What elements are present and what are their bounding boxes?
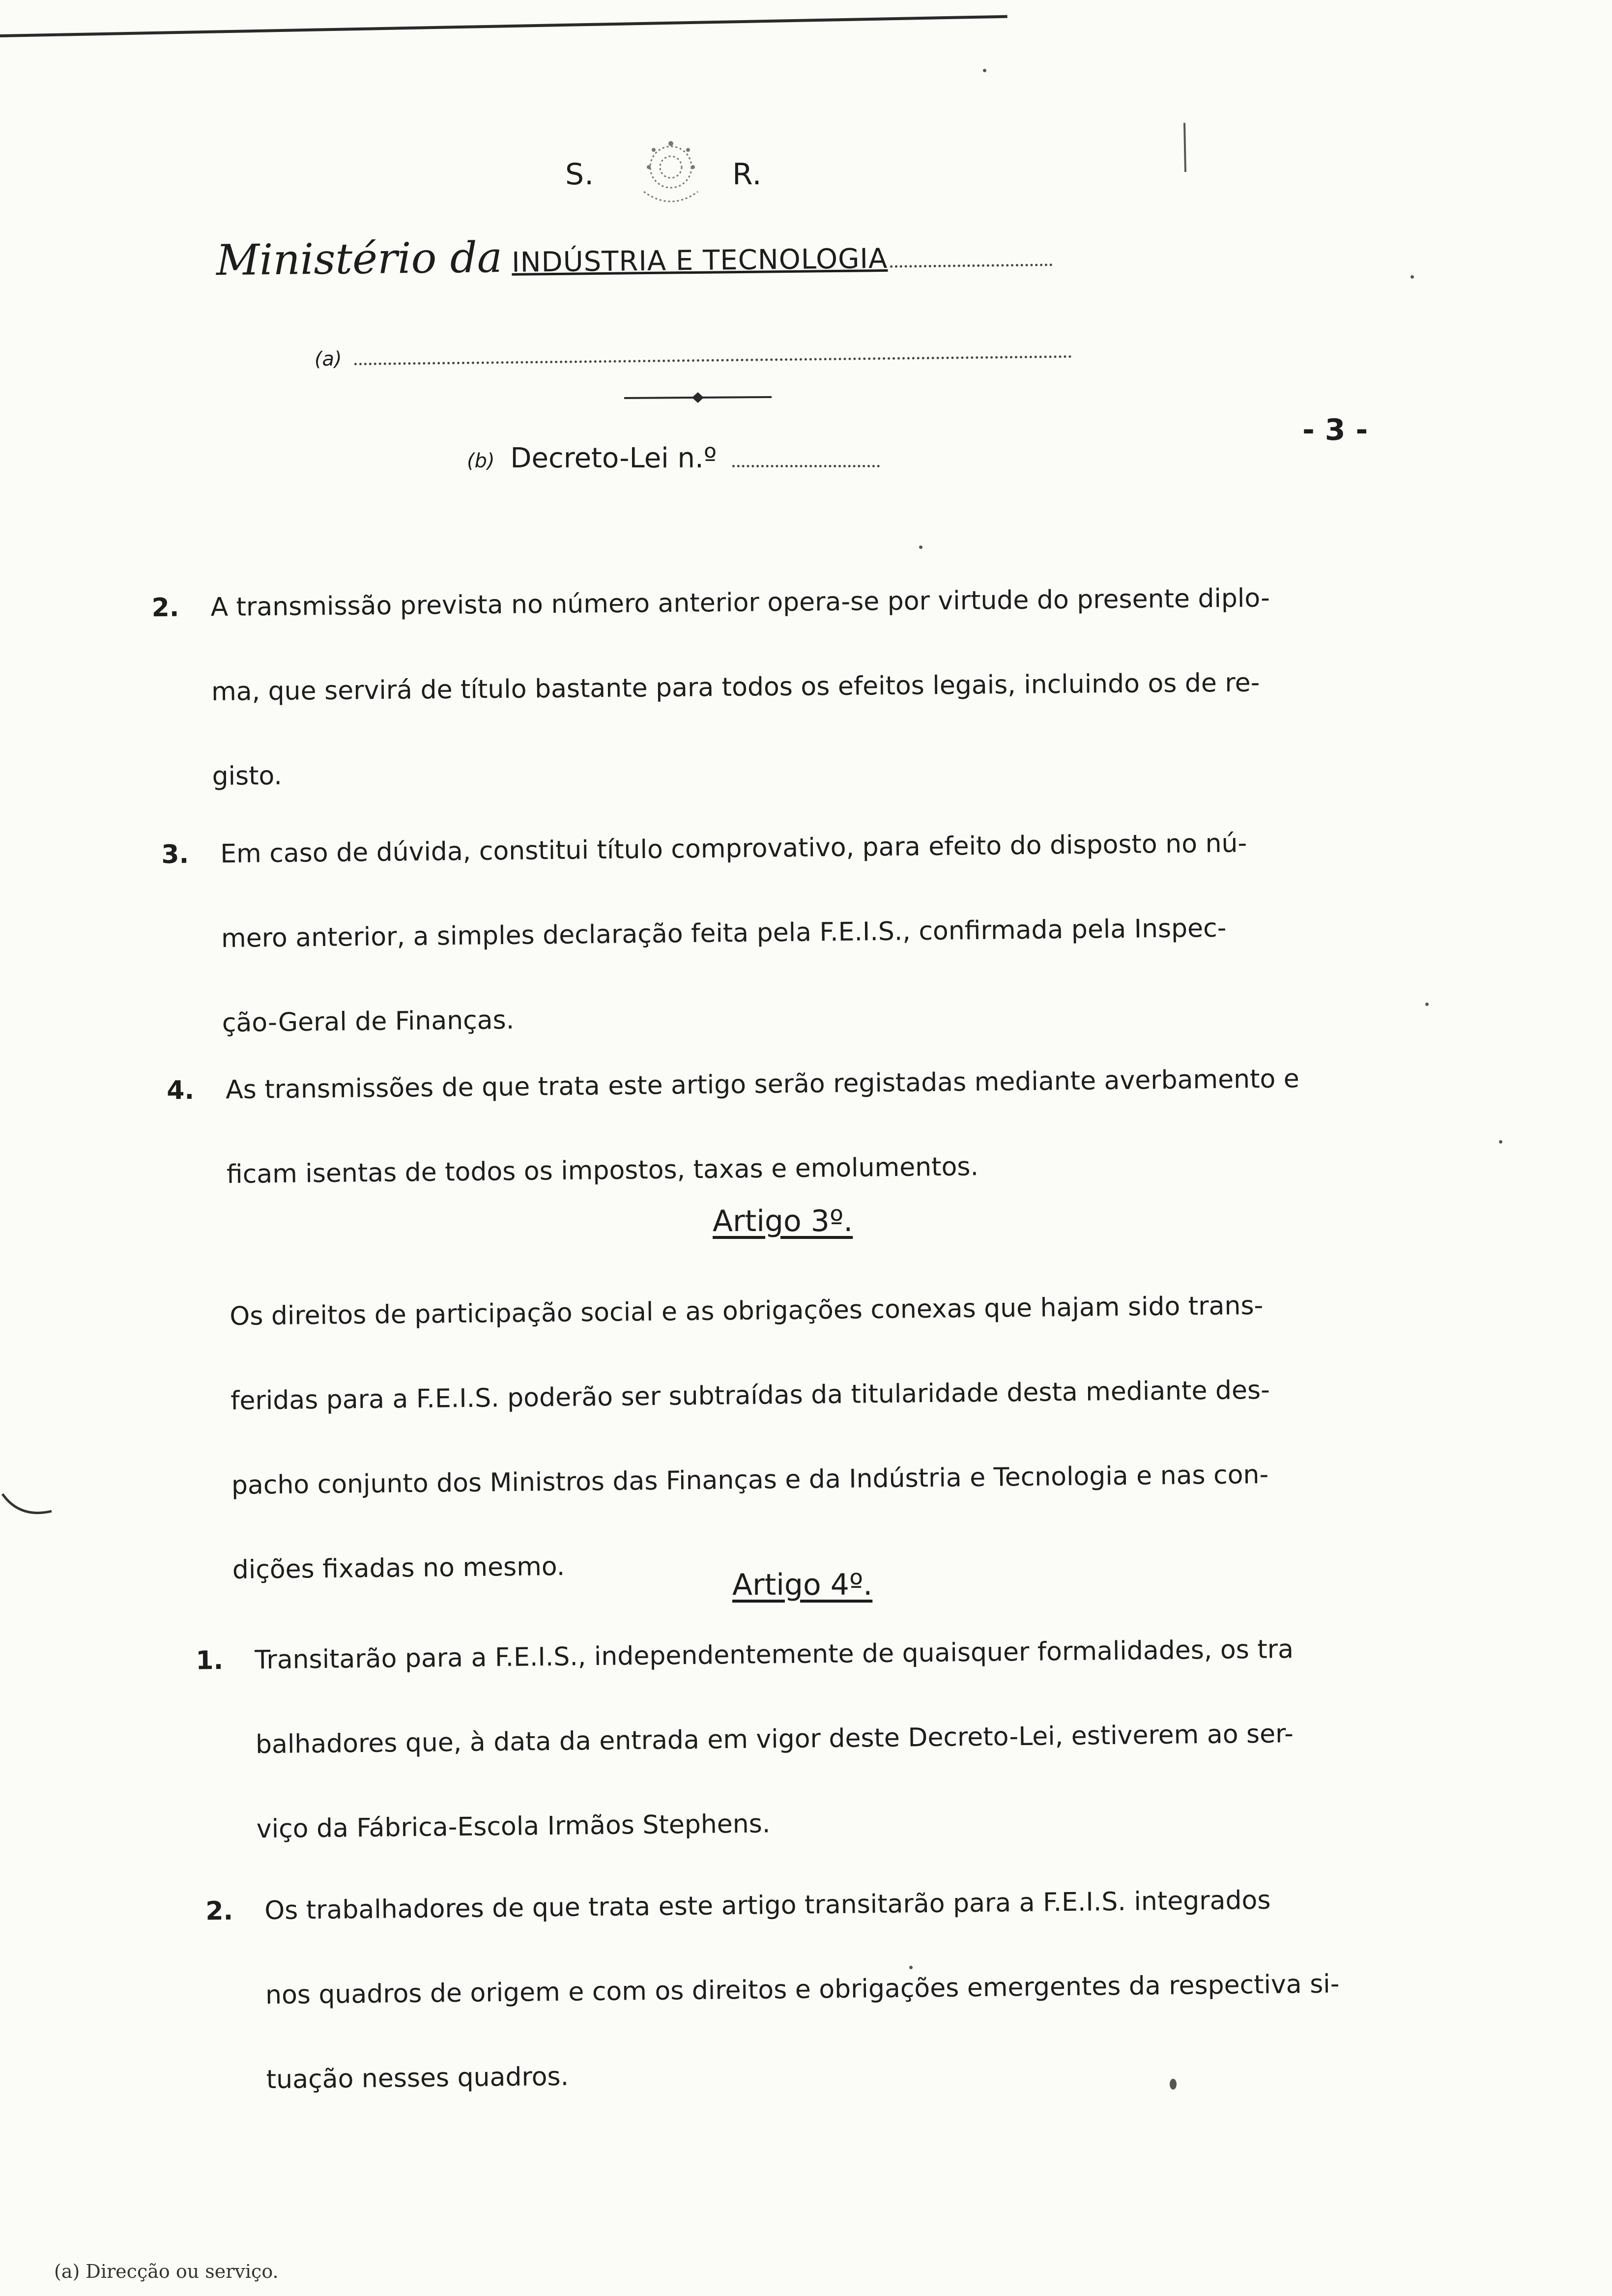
scan-speck xyxy=(983,69,986,72)
top-scan-rule xyxy=(0,15,1008,37)
paragraph-line: ção-Geral de Finanças. xyxy=(222,1005,515,1038)
state-header xyxy=(565,147,811,206)
paragraph-line: 1. Transitarão para a F.E.I.S., independentemente de quaisquer formalidades, os tra xyxy=(195,1606,1464,1703)
paragraph-line: mero anterior, a simples declaração feita pela F.E.I.S., confirmada pela Inspec- xyxy=(221,913,1227,954)
ministry-dotted-fill xyxy=(891,263,1053,267)
footnote: (a) Direcção ou serviço. xyxy=(54,2261,279,2282)
paragraph-line: ficam isentas de todos os impostos, taxas e emolumentos. xyxy=(226,1152,979,1190)
paragraph-number: 3. xyxy=(161,839,189,870)
paragraph-4 xyxy=(166,1035,1426,1218)
paragraph-line: 2. A transmissão prevista no número anterior opera-se por virtude do presente diplo- xyxy=(151,555,1400,650)
ornament-divider xyxy=(624,388,772,408)
paragraph-line: dições fixadas no mesmo. xyxy=(232,1551,565,1585)
paragraph-line: ma, que servirá de título bastante para todos os efeitos legais, incluindo os de re- xyxy=(211,668,1260,707)
paragraph-line: tuação nesses quadros. xyxy=(266,2062,569,2095)
paragraph-2 xyxy=(151,555,1402,819)
paragraph-number: 1. xyxy=(195,1645,224,1676)
coat-of-arms-icon xyxy=(624,138,718,211)
paragraph-3 xyxy=(161,800,1411,1066)
paragraph-line: feridas para a F.E.I.S. poderão ser subtraídas da titularidade desta mediante des- xyxy=(230,1375,1270,1416)
paragraph-line: viço da Fábrica-Escola Irmãos Stephens. xyxy=(256,1809,771,1844)
s-letter: S. xyxy=(565,157,595,192)
paragraph-line: 2. Os trabalhadores de que trata este artigo transitarão para a F.E.I.S. integrados xyxy=(205,1856,1464,1954)
edge-scan-mark xyxy=(1180,123,1189,172)
decree-dotted-fill xyxy=(732,464,880,467)
article-3-heading: Artigo 3º. xyxy=(713,1204,853,1238)
r-letter: R. xyxy=(732,157,762,192)
ministry-line xyxy=(216,226,1175,300)
decree-label: Decreto-Lei n.º xyxy=(510,442,717,474)
article-3-body xyxy=(229,1262,1441,1612)
paragraph-line: Os direitos de participação social e as obrigações conexas que hajam sido trans- xyxy=(230,1291,1264,1331)
paragraph-line: gisto. xyxy=(212,761,283,792)
paragraph-line: 4. As transmissões de que trata este artigo serão registadas mediante averbamento e xyxy=(166,1035,1425,1133)
scan-speck xyxy=(1410,275,1414,279)
scan-speck xyxy=(909,1966,913,1969)
ministry-label: Ministério da xyxy=(216,233,503,286)
scan-speck xyxy=(919,545,922,549)
paragraph-number: 2. xyxy=(151,593,179,623)
article-4-heading: Artigo 4º. xyxy=(732,1568,873,1602)
decree-line xyxy=(467,442,958,487)
scan-speck xyxy=(1499,1140,1502,1144)
scan-speck xyxy=(1170,2079,1177,2090)
service-dotted-fill xyxy=(354,355,1072,365)
paragraph-line: pacho conjunto dos Ministros das Finanças e da Indústria e Tecnologia e nas con- xyxy=(231,1460,1269,1500)
paragraph-line: 3. Em caso de dúvida, constitui título comprovativo, para efeito do disposto no nú- xyxy=(161,800,1410,897)
edge-scan-mark xyxy=(0,1484,54,1523)
decree-marker: (b) xyxy=(467,450,495,472)
paragraph-line: balhadores que, à data da entrada em vigor deste Decreto-Lei, estiverem ao ser- xyxy=(255,1719,1294,1760)
ministry-name: INDÚSTRIA E TECNOLOGIA xyxy=(511,242,888,279)
service-marker: (a) xyxy=(314,347,342,371)
paragraph-line: nos quadros de origem e com os direitos e obrigações emergentes da respectiva si- xyxy=(265,1969,1340,2010)
paragraph-number: 2. xyxy=(205,1896,233,1926)
scan-speck xyxy=(1425,1003,1429,1006)
page-number: - 3 - xyxy=(1302,413,1368,447)
article-4-paragraph-1 xyxy=(195,1606,1466,1872)
paragraph-number: 4. xyxy=(166,1075,195,1106)
article-4-paragraph-2 xyxy=(205,1856,1466,2123)
service-line xyxy=(315,340,1082,387)
